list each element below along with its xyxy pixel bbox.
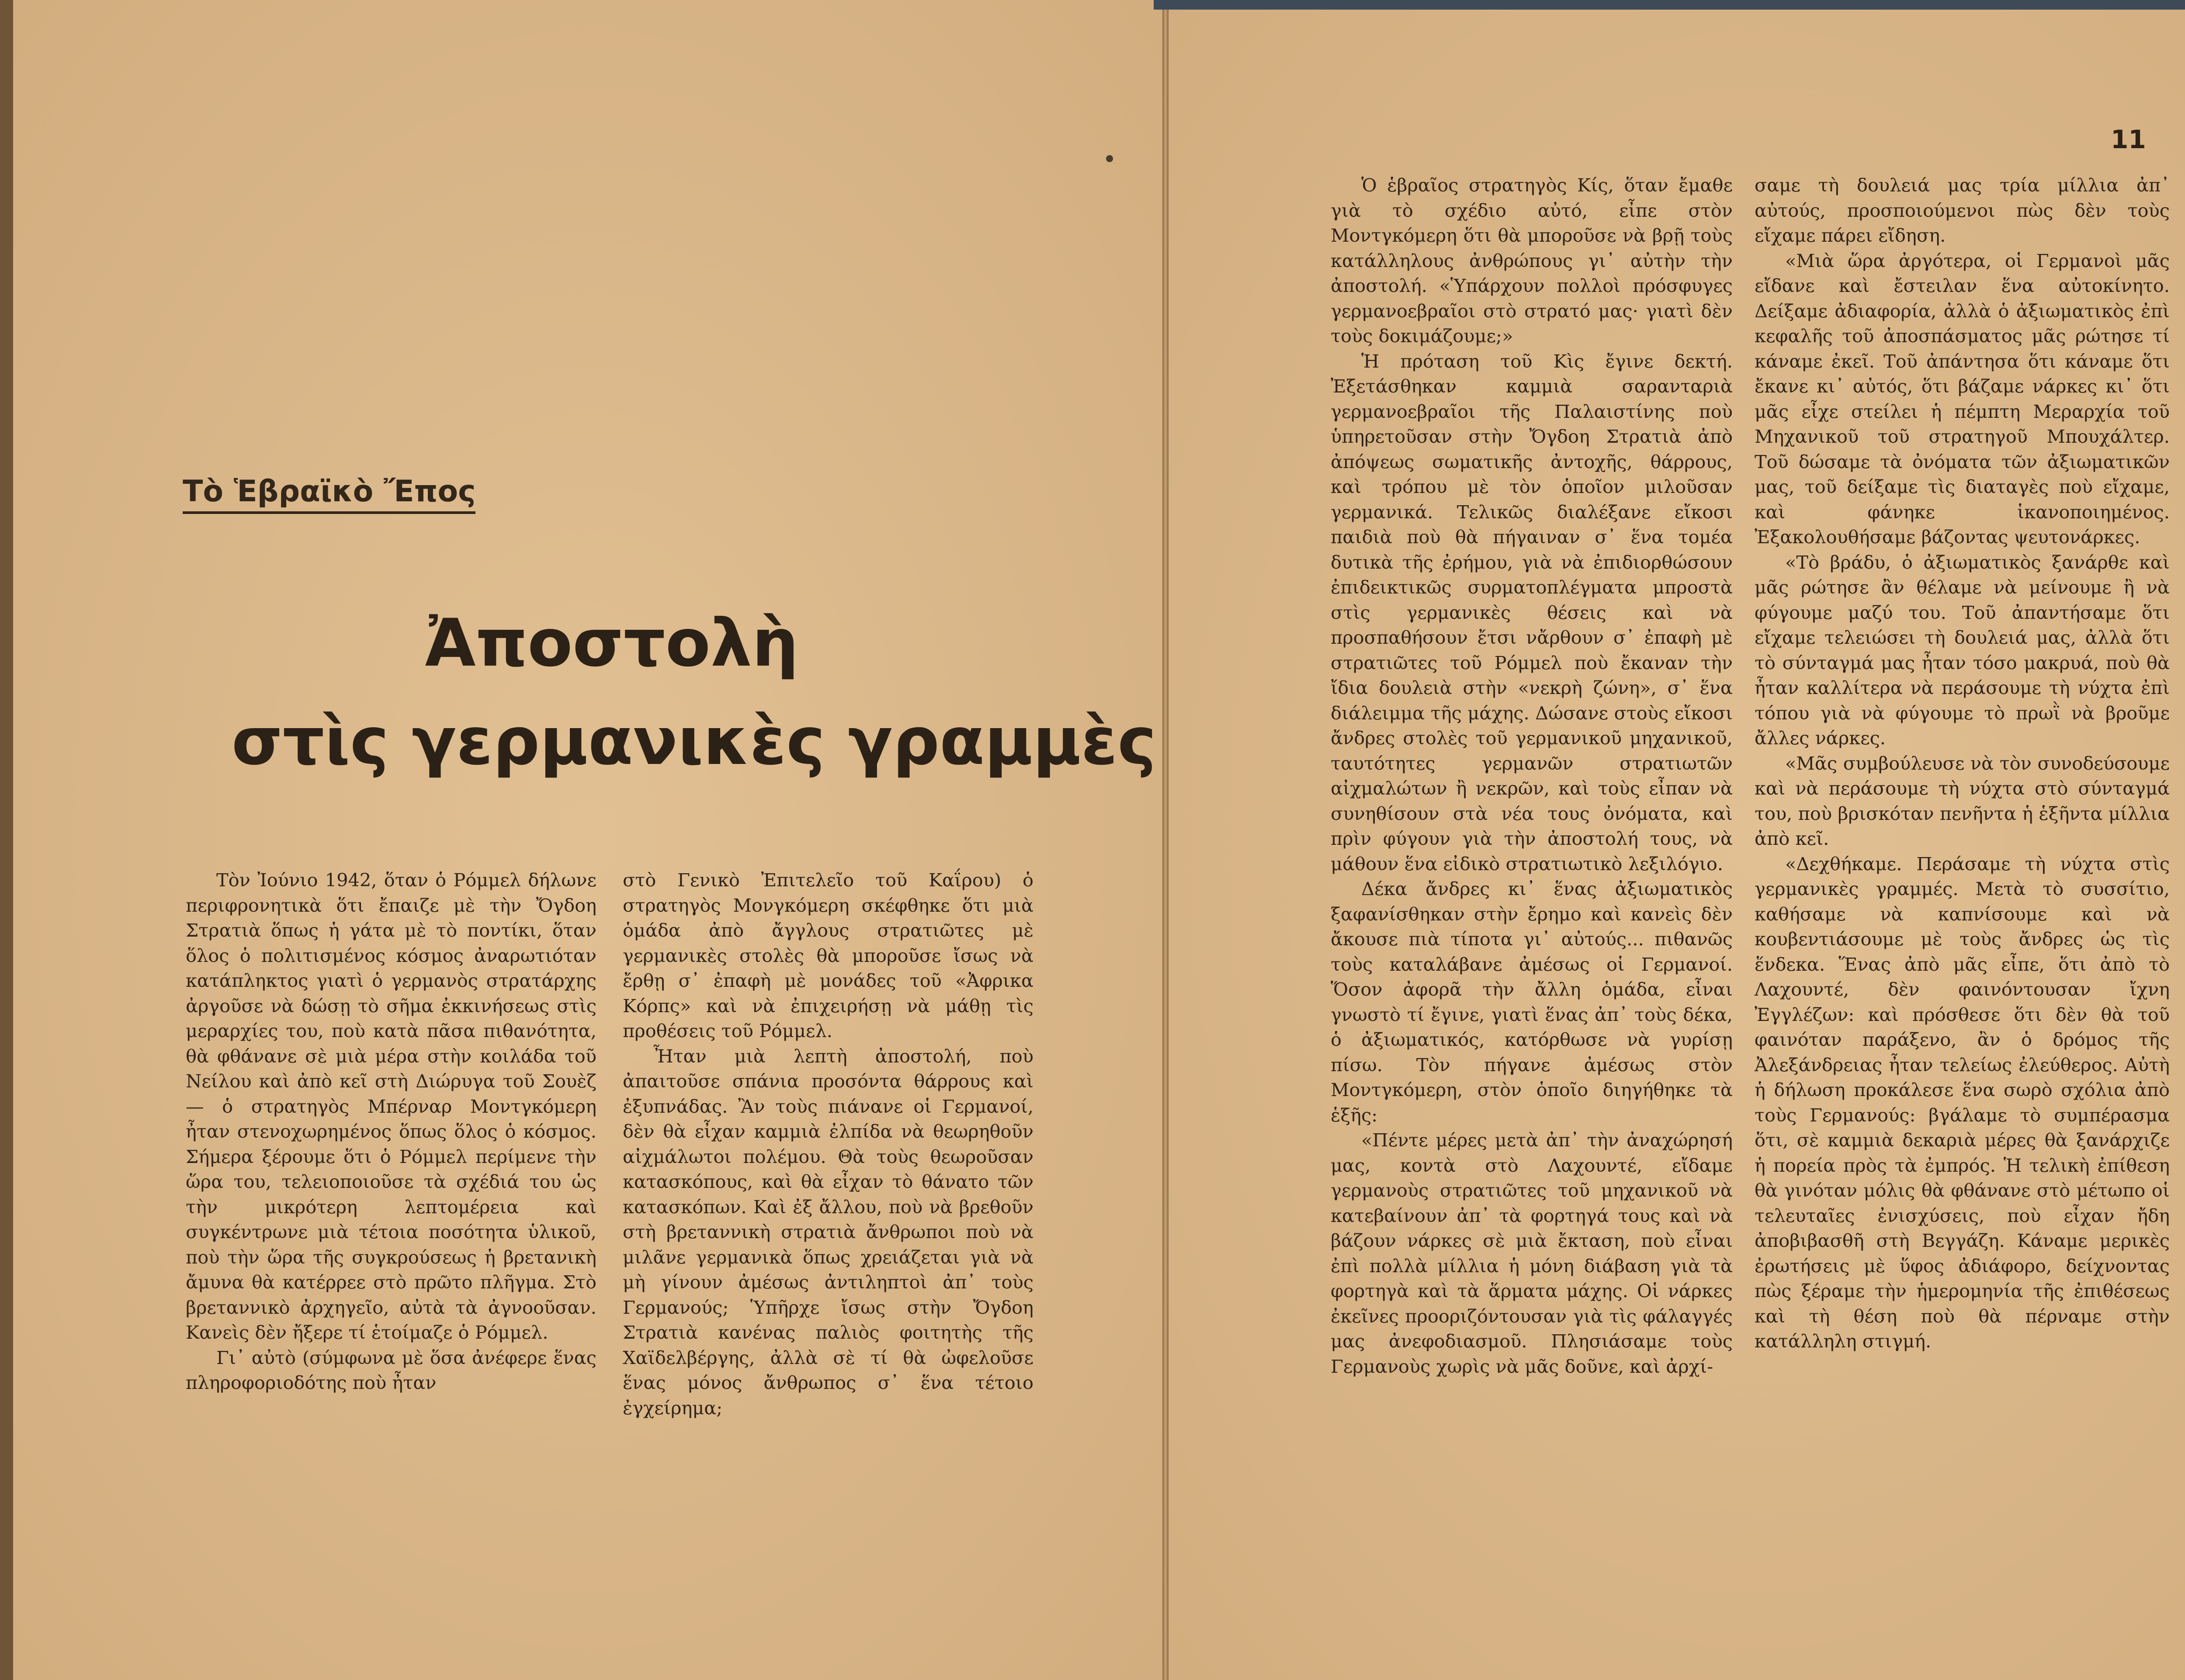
background-strip [1154, 0, 2185, 10]
paragraph: «Μιὰ ὥρα ἀργότερα, οἱ Γερμανοὶ μᾶς εἴδανε καὶ ἔστειλαν ἕνα αὐτοκίνητο. Δείξαμε ἀδιαφορία, ἀλλὰ ὁ ἀξιωματικὸς ἐπὶ κεφαλῆς τοῦ ἀποσπάσματος μᾶς ρώτησε τί κάναμε ἐκεῖ. Τοῦ ἀπάντησα ὅτι κάναμε ὅτι ἔκανε κι᾿ αὐτός, ὅτι βάζαμε νάρκες κι᾿ ὅτι μᾶς εἶχε στείλει ἡ πέμπτη Μεραρχία τοῦ Μηχανικοῦ τοῦ στρατηγοῦ Μπουχάλτερ. Τοῦ δώσαμε τὰ ὀνόματα τῶν ἀξιωματικῶν μας, τοῦ δείξαμε τὶς διαταγὲς ποὺ εἴχαμε, καὶ φάνηκε ἱκανοποιημένος. Ἐξακολουθήσαμε βάζοντας ψευτονάρκες. [1755, 250, 2170, 548]
paragraph: Ὁ ἑβραῖος στρατηγὸς Κίς, ὅταν ἔμαθε γιὰ τὸ σχέδιο αὐτό, εἶπε στὸν Μοντγκόμερη ὅτι θὰ μποροῦσε νὰ βρῇ τοὺς κατάλληλους ἀνθρώπους γι᾿ αὐτὴν τὴν ἀποστολή. «Ὑπάρχουν πολλοὶ πρόσφυγες γερμανοεβραῖοι στὸ στρατό μας· γιατὶ δὲν τοὺς δοκιμάζουμε;» [1331, 174, 1733, 347]
text-column-3 [1331, 173, 1733, 1379]
paragraph: Ἦταν μιὰ λεπτὴ ἀποστολή, ποὺ ἀπαιτοῦσε σπάνια προσόντα θάρρους καὶ ἐξυπνάδας. Ἂν τοὺς πιάνανε οἱ Γερμανοί, δὲν θὰ εἶχαν καμμιὰ ἐλπίδα νὰ θεωρηθοῦν αἰχμάλωτοι πολέμου. Θὰ τοὺς θεωροῦσαν κατασκόπους, καὶ θὰ εἶχαν τὸ θάνατο τῶν κατασκόπων. Καὶ ἐξ ἄλλου, ποὺ νὰ βρεθοῦν στὴ βρεταννικὴ στρατιὰ ἄνθρωποι ποὺ νὰ μιλᾶνε γερμανικὰ ὅπως χρειάζεται γιὰ νὰ μὴ γίνουν ἀμέσως ἀντιληπτοὶ ἀπ᾿ τοὺς Γερμανούς; Ὑπῆρχε ἴσως στὴν Ὄγδοη Στρατιὰ κανένας παλιὸς φοιτητὴς τῆς Χαϊδελβέργης, ἀλλὰ σὲ τί θὰ ὠφελοῦσε ἕνας μόνος ἄνθρωπος σ᾿ ἕνα τέτοιο ἐγχείρημα; [623, 1045, 1034, 1419]
left-page [13, 0, 1165, 1680]
text-column-4 [1755, 173, 2170, 1354]
article-title-line-1: Ἀποστολὴ [425, 605, 799, 681]
paragraph: σαμε τὴ δουλειά μας τρία μίλλια ἀπ᾿ αὐτούς, προσποιούμενοι πὼς δὲν τοὺς εἴχαμε πάρει εἴδηση. [1755, 174, 2170, 246]
paragraph: «Πέντε μέρες μετὰ ἀπ᾿ τὴν ἀναχώρησή μας, κοντὰ στὸ Λαχουντέ, εἴδαμε γερμανοὺς στρατιῶτες τοῦ μηχανικοῦ νὰ κατεβαίνουν ἀπ᾿ τὰ φορτηγά τους καὶ νὰ βάζουν νάρκες σὲ μιὰ ἔκταση, ποὺ εἶναι ἐπὶ πολλὰ μίλλια ἡ μόνη διάβαση γιὰ τὰ φορτηγὰ καὶ τὰ ἅρματα μάχης. Οἱ νάρκες ἐκεῖνες προοριζόντουσαν γιὰ τὶς φάλαγγές μας ἀνεφοδιασμοῦ. Πλησιάσαμε τοὺς Γερμανοὺς χωρὶς νὰ μᾶς δοῦνε, καὶ ἀρχί- [1331, 1129, 1733, 1377]
paragraph: Γι᾿ αὐτὸ (σύμφωνα μὲ ὅσα ἀνέφερε ἕνας πληροφοριοδότης ποὺ ἦταν [186, 1347, 597, 1393]
paragraph: «Δεχθήκαμε. Περάσαμε τὴ νύχτα στὶς γερμανικὲς γραμμές. Μετὰ τὸ συσσίτιο, καθήσαμε νὰ καπνίσουμε καὶ νὰ κουβεντιάσουμε μὲ τοὺς ἄνδρες ὡς τὶς ἕνδεκα. Ἕνας ἀπὸ μᾶς εἶπε, ὅτι ἀπὸ τὸ Λαχουντέ, δὲν φαινόντουσαν ἴχνη Ἐγγλέζων: καὶ πρόσθεσε ὅτι δὲν θὰ τοῦ φαινόταν παράξενο, ἂν ὁ δρόμος τῆς Ἀλεξάνδρειας ἦταν τελείως ἐλεύθερος. Αὐτὴ ἡ δήλωση προκάλεσε ἕνα σωρὸ σχόλια ἀπὸ τοὺς Γερμανούς: βγάλαμε τὸ συμπέρασμα ὅτι, σὲ καμμιὰ δεκαριὰ μέρες θὰ ξανάρχιζε ἡ πορεία πρὸς τὰ ἐμπρός. Ἡ τελικὴ ἐπίθεση θὰ γινόταν μόλις θὰ φθάνανε στὸ μέτωπο οἱ τελευταῖες ἐνισχύσεις, ποὺ εἶχαν ἤδη ἀποβιβασθῆ στὴ Βεγγάζη. Κάναμε μερικὲς ἐρωτήσεις μὲ ὕφος ἀδιάφορο, δείχνοντας πὼς ξέραμε τὴν ἡμερομηνία τῆς ἐπιθέσεως καὶ τὴ θέση ποὺ θὰ πέρναμε στὴν κατάλληλη στιγμή. [1755, 853, 2170, 1352]
section-label: Τὸ Ἑβραϊκὸ Ἔπος [183, 474, 475, 514]
text-column-1 [186, 868, 597, 1395]
text-column-2 [623, 868, 1034, 1420]
paragraph: Δέκα ἄνδρες κι᾿ ἕνας ἀξιωματικὸς ξαφανίσθηκαν στὴν ἔρημο καὶ κανεὶς δὲν ἄκουσε πιὰ τίποτα γι᾿ αὐτούς... πιθανῶς τοὺς καταλάβανε ἀμέσως οἱ Γερμανοί. Ὅσον ἀφορᾶ τὴν ἄλλη ὁμάδα, εἶναι γνωστὸ τί ἔγινε, γιατὶ ἕνας ἀπ᾿ τοὺς δέκα, ὁ ἀξιωματικός, κατόρθωσε νὰ γυρίσῃ πίσω. Τὸν πήγανε ἀμέσως στὸν Μοντγκόμερη, στὸν ὁποῖο διηγήθηκε τὰ ἑξῆς: [1331, 878, 1733, 1126]
paragraph: Ἡ πρόταση τοῦ Κὶς ἔγινε δεκτή. Ἐξετάσθηκαν καμμιὰ σαρανταριὰ γερμανοεβραῖοι τῆς Παλαιστίνης ποὺ ὑπηρετοῦσαν στὴν Ὄγδοη Στρατιὰ ἀπὸ ἀπόψεως σωματικῆς ἀντοχῆς, θάρρους, καὶ τρόπου μὲ τὸν ὁποῖον μιλοῦσαν γερμανικά. Τελικῶς διαλέξανε εἴκοσι παιδιὰ ποὺ θὰ πήγαιναν σ᾿ ἕνα τομέα δυτικὰ τῆς ἐρήμου, γιὰ νὰ ἐπιδιορθώσουν ἐπιδεικτικῶς συρματοπλέγματα μπροστὰ στὶς γερμανικὲς θέσεις καὶ νὰ προσπαθήσουν ἔτσι νἄρθουν σ᾿ ἐπαφὴ μὲ στρατιῶτες τοῦ Ρόμμελ ποὺ ἔκαναν τὴν ἴδια δουλειὰ στὴν «νεκρὴ ζώνη», σ᾿ ἕνα διάλειμμα τῆς μάχης. Δώσανε στοὺς εἴκοσι ἄνδρες στολὲς τοῦ γερμανικοῦ μηχανικοῦ, ταυτότητες γερμανῶν στρατιωτῶν αἰχμαλώτων ἢ νεκρῶν, καὶ τοὺς εἶπαν νὰ συνηθίσουν στὰ νέα τους ὀνόματα, καὶ πρὶν φύγουν γιὰ τὴν ἀποστολή τους, νὰ μάθουν ἕνα εἰδικὸ στρατιωτικὸ λεξιλόγιο. [1331, 350, 1733, 875]
paragraph: «Μᾶς συμβούλευσε νὰ τὸν συνοδεύσουμε καὶ νὰ περάσουμε τὴ νύχτα στὸ σύνταγμά του, ποὺ βρισκόταν πενῆντα ἡ ἑξῆντα μίλλια ἀπὸ κεῖ. [1755, 752, 2170, 849]
paragraph: «Τὸ βράδυ, ὁ ἀξιωματικὸς ξανάρθε καὶ μᾶς ρώτησε ἂν θέλαμε νὰ μείνουμε ἢ νὰ φύγουμε μαζύ του. Τοῦ ἀπαντήσαμε ὅτι εἴχαμε τελειώσει τὴ δουλειά μας, ἀλλὰ ὅτι τὸ σύνταγμά μας ἦταν τόσο μακρυά, ποὺ θὰ ἦταν καλλίτερα νὰ περάσουμε τὴ νύχτα ἐπὶ τόπου γιὰ νὰ φύγουμε τὸ πρωῒ νὰ βροῦμε ἄλλες νάρκες. [1755, 551, 2170, 749]
ink-dot [1106, 155, 1113, 162]
paragraph: στὸ Γενικὸ Ἐπιτελεῖο τοῦ Καΐρου) ὁ στρατηγὸς Μονγκόμερη σκέφθηκε ὅτι μιὰ ὁμάδα ἀπὸ ἄγγλους στρατιῶτες μὲ γερμανικὲς στολὲς θὰ μποροῦσε ἴσως νὰ ἔρθῃ σ᾿ ἐπαφὴ μὲ μονάδες τοῦ «Ἀφρικα Κόρπς» καὶ νὰ ἐπιχειρήσῃ νὰ μάθῃ τὶς προθέσεις τοῦ Ρόμμελ. [623, 869, 1034, 1041]
page-number: 11 [2111, 125, 2146, 154]
book-spine [1162, 0, 1169, 1680]
article-title-line-2: στὶς γερμανικὲς γραμμὲς [232, 704, 1157, 780]
paragraph: Τὸν Ἰούνιο 1942, ὅταν ὁ Ρόμμελ δήλωνε περιφρονητικὰ ὅτι ἔπαιζε μὲ τὴν Ὄγδοη Στρατιὰ ὅπως ἡ γάτα μὲ τὸ ποντίκι, ὅταν ὅλος ὁ πολιτισμένος κόσμος ἀναρωτιόταν κατάπληκτος γιατὶ ὁ γερμανὸς στρατάρχης ἀργοῦσε νὰ δώσῃ τὸ σῆμα ἐκκινήσεως στὶς μεραρχίες του, ποὺ κατὰ πᾶσα πιθανότητα, θὰ φθάνανε σὲ μιὰ μέρα στὴν κοιλάδα τοῦ Νείλου καὶ ἀπὸ κεῖ στὴ Διώρυγα τοῦ Σουὲζ — ὁ στρατηγὸς Μπέρναρ Μοντγκόμερη ἦταν στενοχωρημένος ὅπως ὅλος ὁ κόσμος. Σήμερα ξέρουμε ὅτι ὁ Ρόμμελ περίμενε τὴν ὥρα του, τελειοποιοῦσε τὰ σχέδιά του ὡς τὴν μικρότερη λεπτομέρεια καὶ συγκέντρωνε μιὰ τέτοια ποσότητα ὑλικοῦ, ποὺ τὴν ὥρα τῆς συγκρούσεως ἡ βρετανικὴ ἄμυνα θὰ κατέρρεε στὸ πρῶτο πλῆγμα. Στὸ βρεταννικὸ ἀρχηγεῖο, αὐτὰ τὰ ἀγνοοῦσαν. Κανεὶς δὲν ἤξερε τί ἑτοίμαζε ὁ Ρόμμελ. [186, 869, 597, 1343]
